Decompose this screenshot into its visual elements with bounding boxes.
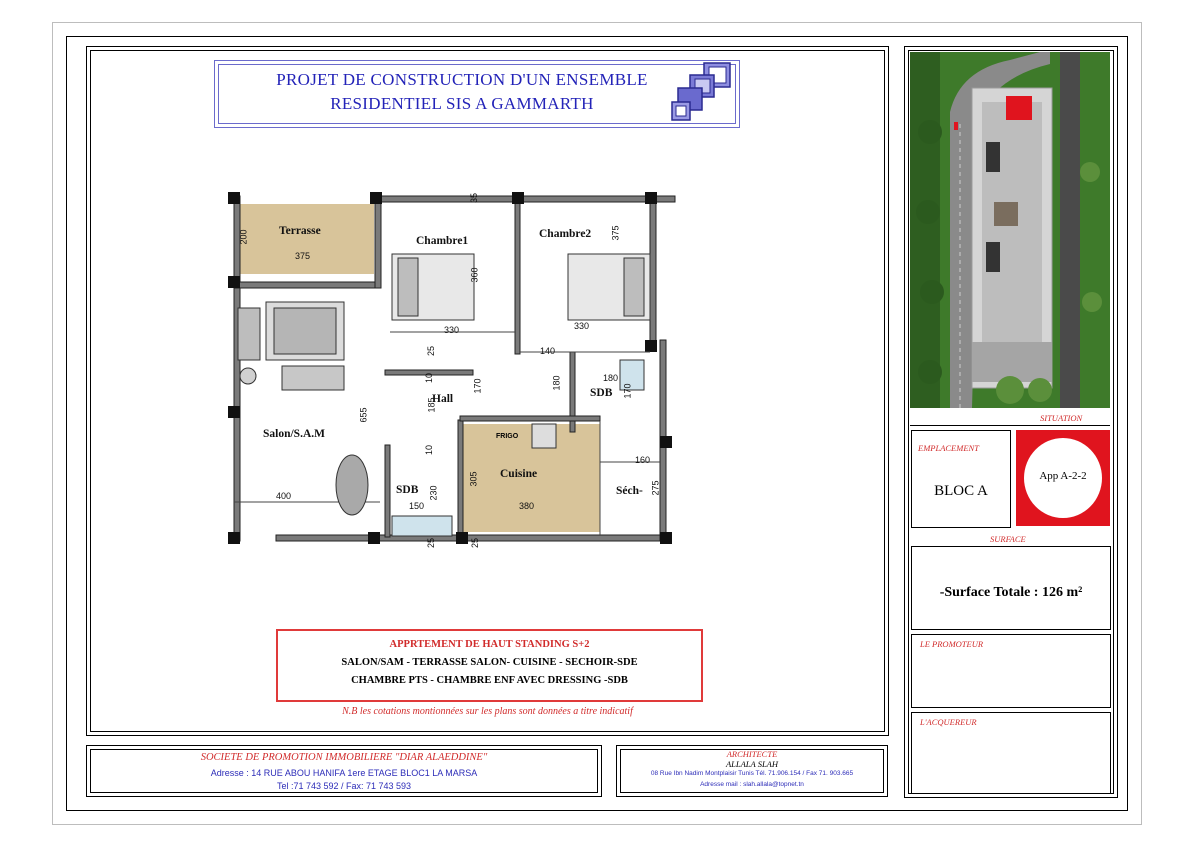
dim-330-chambre2: 330 bbox=[574, 321, 590, 331]
site-plan-location-marker bbox=[1006, 96, 1032, 120]
apartment-description-box bbox=[276, 629, 703, 702]
apartment-number: App A-2-2 bbox=[1039, 470, 1087, 482]
room-label-salon: Salon/S.A.M bbox=[263, 428, 325, 440]
dim-180-dressing: 180 bbox=[551, 375, 562, 391]
dim-160: 160 bbox=[635, 455, 651, 465]
architect-email: Adresse mail : slah.allala@topnet.tn bbox=[700, 781, 804, 788]
title-line-1: PROJET DE CONSTRUCTION D'UN ENSEMBLE bbox=[276, 70, 648, 89]
room-label-cuisine: Cuisine bbox=[500, 468, 538, 480]
situation-label: SITUATION bbox=[1040, 413, 1083, 423]
dim-275: 275 bbox=[650, 480, 661, 496]
architect-block bbox=[616, 745, 888, 797]
architect-address: 08 Rue Ibn Nadim Montplaisir Tunis Tél. 71.906.154 / Fax 71. 903.665 bbox=[650, 770, 854, 777]
dim-380: 380 bbox=[519, 501, 535, 511]
acquereur-label: L'ACQUEREUR bbox=[920, 717, 977, 727]
acquereur-cell bbox=[911, 712, 1111, 794]
surface-label: SURFACE bbox=[990, 534, 1026, 544]
situation-divider bbox=[910, 425, 1110, 426]
dim-150: 150 bbox=[409, 501, 425, 511]
room-label-terrasse: Terrasse bbox=[279, 225, 321, 237]
dim-330-chambre1: 330 bbox=[444, 325, 460, 335]
promoter-company-block bbox=[86, 745, 602, 797]
description-line-1: SALON/SAM - TERRASSE SALON- CUISINE - SECHOIR-SDE bbox=[341, 657, 638, 668]
dim-185: 185 bbox=[426, 397, 437, 413]
dim-400: 400 bbox=[276, 491, 292, 501]
site-plan-image bbox=[910, 52, 1110, 408]
emplacement-label: EMPLACEMENT bbox=[918, 443, 979, 453]
dim-655: 655 bbox=[358, 407, 369, 423]
dimension-note: N.B les cotations montionnées sur les plans sont données a titre indicatif bbox=[342, 706, 633, 717]
architect-name: ALLALA SLAH bbox=[725, 759, 779, 769]
terrace-floor bbox=[234, 204, 374, 274]
room-label-sechoir: Séch- bbox=[616, 485, 643, 497]
architect-label: ARCHITECTE bbox=[726, 749, 778, 759]
promoter-company-phone: Tel :71 743 592 / Fax: 71 743 593 bbox=[276, 781, 412, 791]
dim-360: 360 bbox=[469, 267, 480, 283]
label-frigo: FRIGO bbox=[496, 433, 519, 440]
room-label-chambre2: Chambre2 bbox=[539, 228, 592, 240]
room-label-chambre1: Chambre1 bbox=[416, 235, 469, 247]
dim-180-sdb: 180 bbox=[603, 373, 619, 383]
description-line-2: CHAMBRE PTS - CHAMBRE ENF AVEC DRESSING -SDB bbox=[351, 675, 628, 686]
dim-230: 230 bbox=[428, 485, 439, 501]
surface-total: -Surface Totale : 126 m² bbox=[939, 585, 1083, 600]
apartment-badge bbox=[1016, 430, 1110, 526]
dim-10-b: 10 bbox=[424, 444, 435, 456]
project-logo bbox=[668, 60, 736, 124]
emplacement-cell bbox=[911, 430, 1011, 528]
title-line-2: RESIDENTIEL SIS A GAMMARTH bbox=[330, 94, 594, 113]
dim-200: 200 bbox=[238, 229, 249, 245]
dim-170-hall: 170 bbox=[472, 378, 483, 394]
room-label-sdb-1: SDB bbox=[396, 484, 419, 496]
promoter-company-address: Adresse : 14 RUE ABOU HANIFA 1ere ETAGE BLOC1 LA MARSA bbox=[210, 768, 478, 778]
dim-170-sdb: 170 bbox=[622, 383, 633, 399]
promoter-company-name: SOCIETE DE PROMOTION IMMOBILIERE "DIAR ALAEDDINE" bbox=[200, 752, 488, 763]
dim-375-terrace: 375 bbox=[295, 251, 311, 261]
surface-cell bbox=[911, 546, 1111, 630]
dim-35: 35 bbox=[469, 192, 480, 204]
promoteur-label: LE PROMOTEUR bbox=[920, 639, 984, 649]
dim-10-a: 10 bbox=[424, 372, 435, 384]
dim-375-chambre2: 375 bbox=[610, 225, 621, 241]
dim-25-a: 25 bbox=[426, 537, 437, 549]
promoteur-cell bbox=[911, 634, 1111, 708]
room-label-sdb-2: SDB bbox=[590, 387, 613, 399]
dim-140: 140 bbox=[540, 346, 556, 356]
bloc-value: BLOC A bbox=[934, 483, 988, 499]
dim-25-c: 25 bbox=[426, 345, 437, 357]
dim-25-b: 25 bbox=[470, 537, 481, 549]
room-label-hall: Hall bbox=[432, 393, 454, 405]
dim-305: 305 bbox=[468, 471, 479, 487]
description-heading: APPRTEMENT DE HAUT STANDING S+2 bbox=[389, 639, 590, 650]
